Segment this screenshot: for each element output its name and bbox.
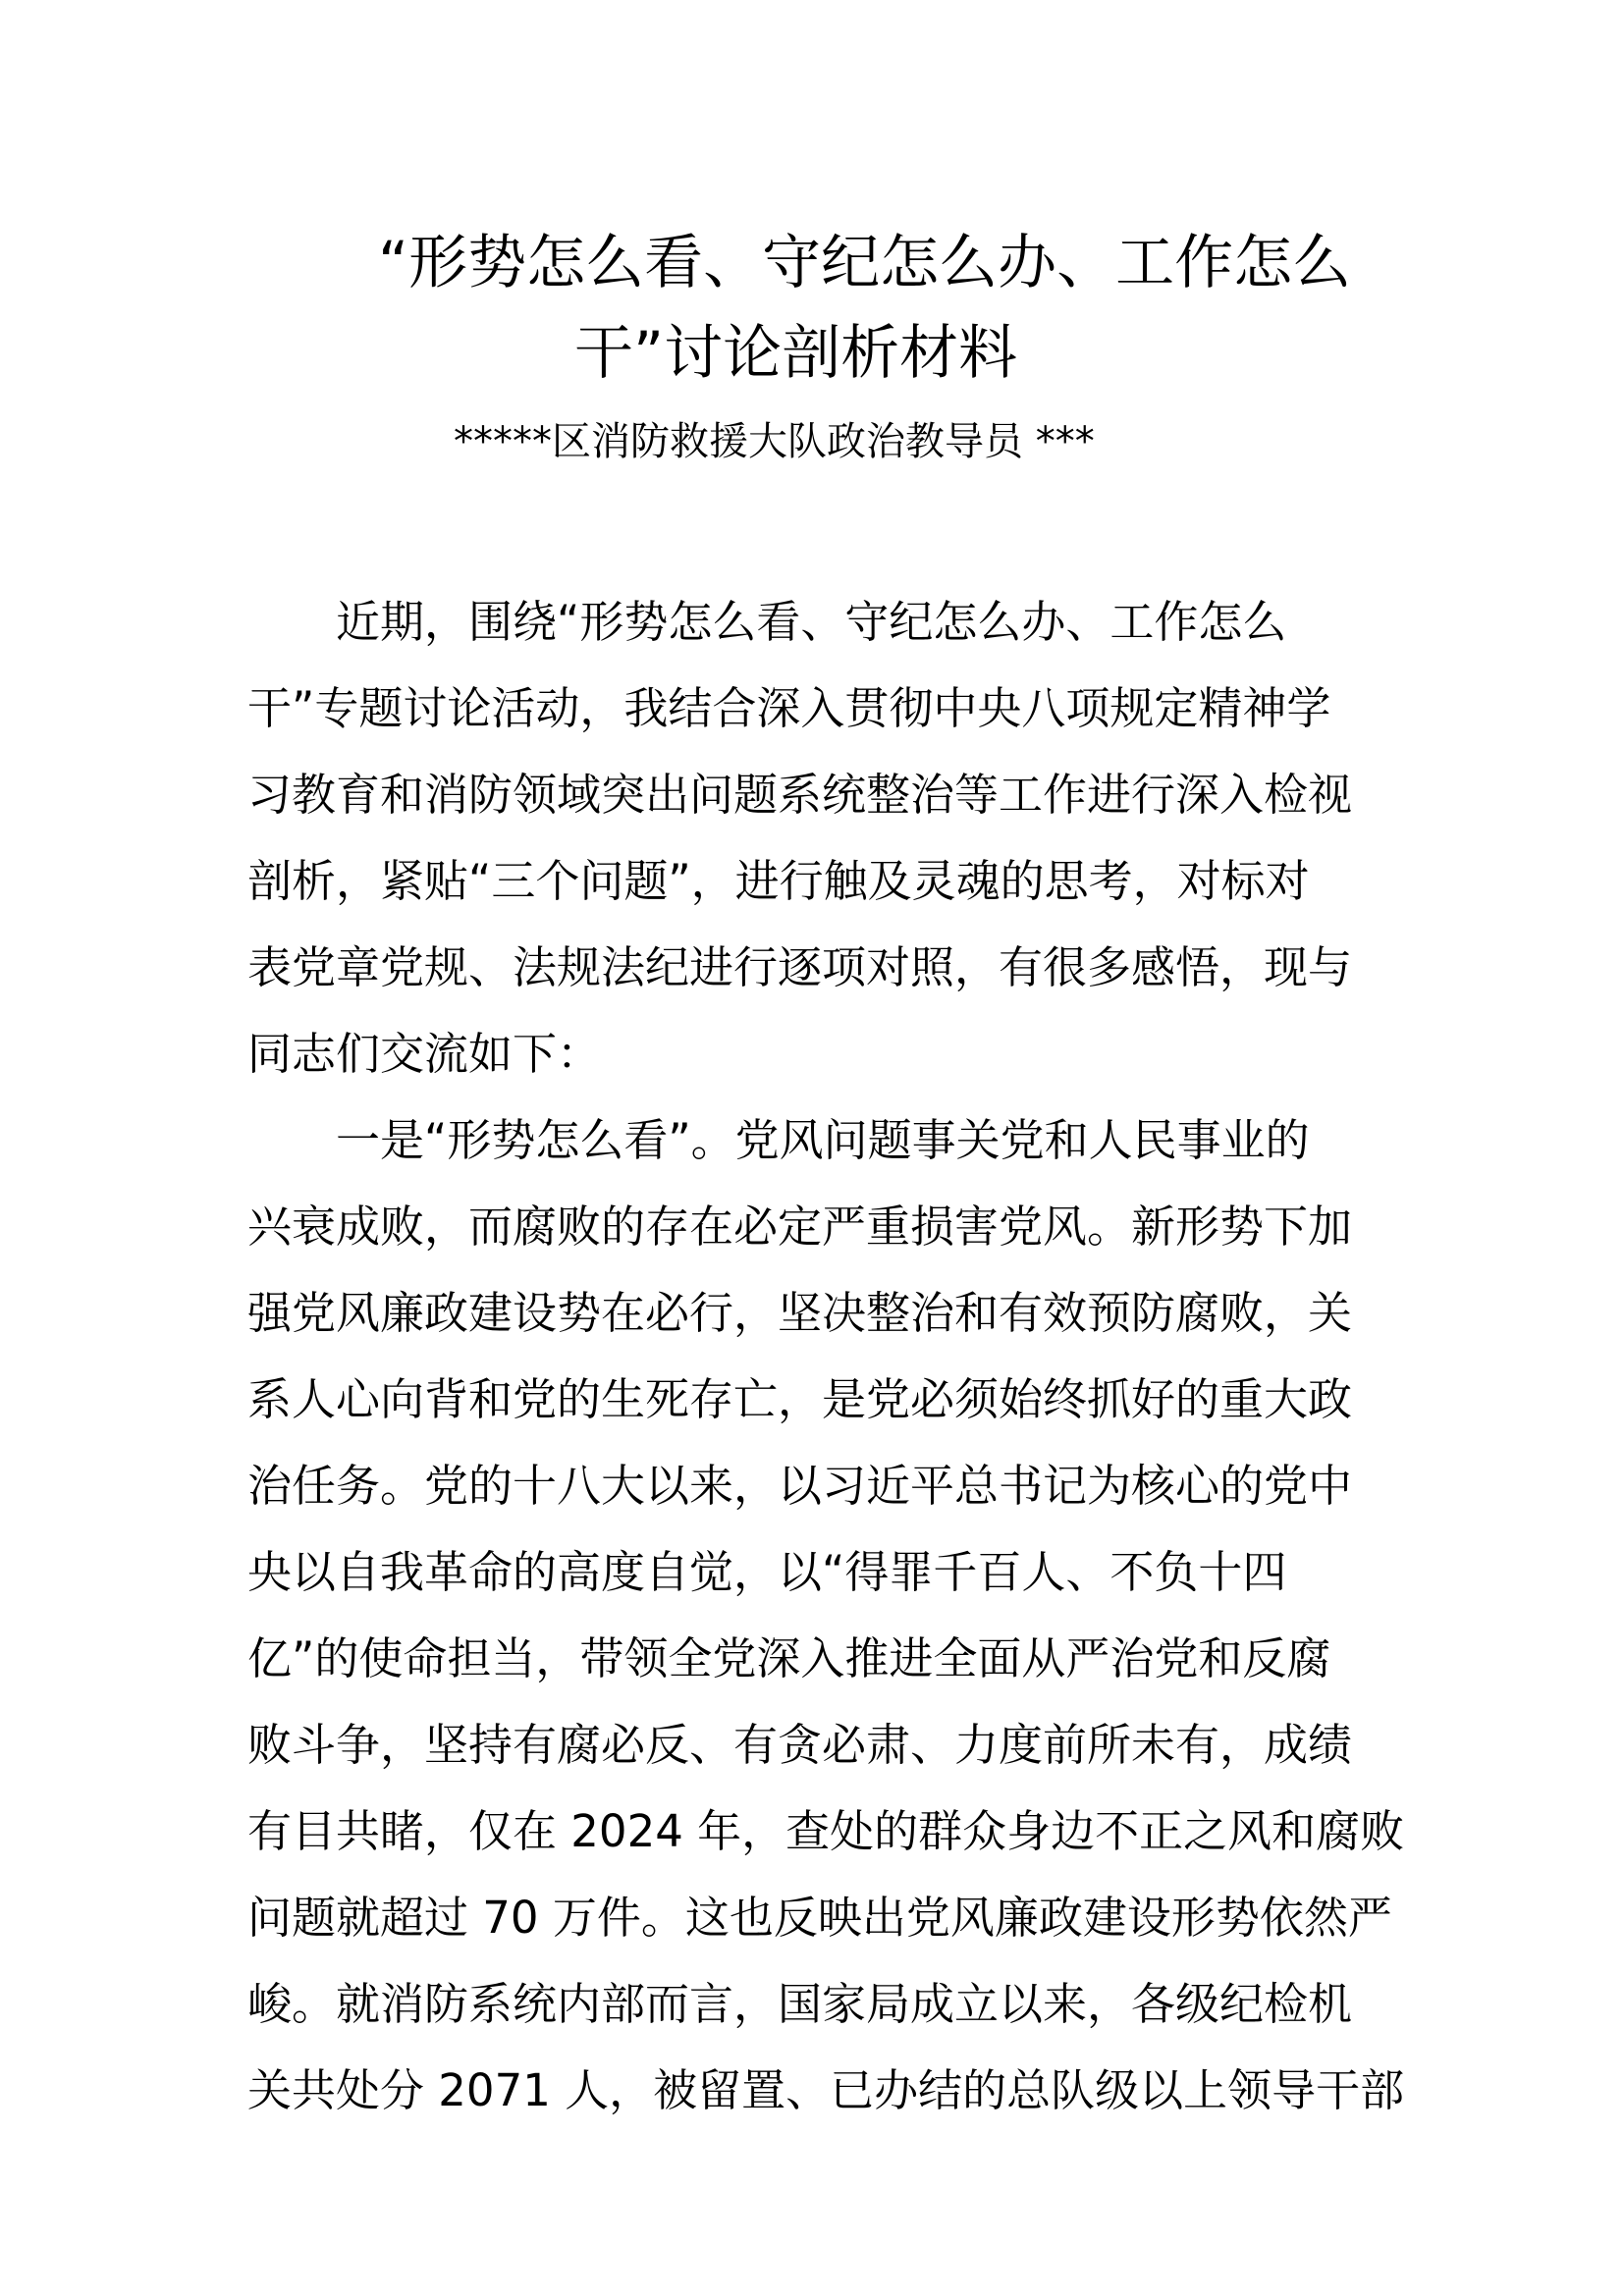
text-line: 兴衰成败，而腐败的存在必定严重损害党风。新形势下加 xyxy=(247,1201,1353,1253)
text-line: 干”专题讨论活动，我结合深入贯彻中央八项规定精神学 xyxy=(247,682,1331,734)
text-line: 同志们交流如下： xyxy=(247,1028,602,1080)
text-line: 败斗争，坚持有腐必反、有贪必肃、力度前所未有，成绩 xyxy=(247,1719,1353,1771)
text-line: 央以自我革命的高度自觉，以“得罪千百人、不负十四 xyxy=(247,1546,1287,1598)
paragraph-intro xyxy=(247,579,1386,1097)
document-title-line-2: 干”讨论剖析材料 xyxy=(574,319,1018,388)
text-line: 峻。就消防系统内部而言，国家局成立以来，各级纪检机 xyxy=(247,1978,1353,2030)
document-body xyxy=(247,579,1405,2134)
text-line: 习教育和消防领域突出问题系统整治等工作进行深入检视 xyxy=(247,769,1353,821)
text-line: 亿”的使命担当，带领全党深入推进全面从严治党和反腐 xyxy=(247,1632,1331,1684)
text-line: 系人心向背和党的生死存亡，是党必须始终抓好的重大政 xyxy=(247,1373,1353,1425)
paragraph-situation xyxy=(247,1097,1405,2134)
text-line: 一是“形势怎么看”。党风问题事关党和人民事业的 xyxy=(336,1114,1310,1166)
text-line: 剖析，紧贴“三个问题”，进行触及灵魂的思考，对标对 xyxy=(247,855,1310,907)
text-line: 问题就超过 70 万件。这也反映出党风廉政建设形势依然严 xyxy=(247,1892,1392,1944)
document-author: *****区消防救援大队政治教导员 *** xyxy=(454,419,1095,464)
text-line: 关共处分 2071 人，被留置、已办结的总队级以上领导干部 xyxy=(247,2064,1405,2116)
document-title-line-1: “形势怎么看、守纪怎么办、工作怎么 xyxy=(378,229,1352,297)
text-line: 表党章党规、法规法纪进行逐项对照，有很多感悟，现与 xyxy=(247,941,1353,993)
text-line: 近期，围绕“形势怎么看、守纪怎么办、工作怎么 xyxy=(336,596,1287,648)
text-line: 强党风廉政建设势在必行，坚决整治和有效预防腐败，关 xyxy=(247,1287,1353,1339)
text-line: 治任务。党的十八大以来，以习近平总书记为核心的党中 xyxy=(247,1460,1353,1512)
text-line: 有目共睹，仅在 2024 年，查处的群众身边不正之风和腐败 xyxy=(247,1805,1405,1857)
